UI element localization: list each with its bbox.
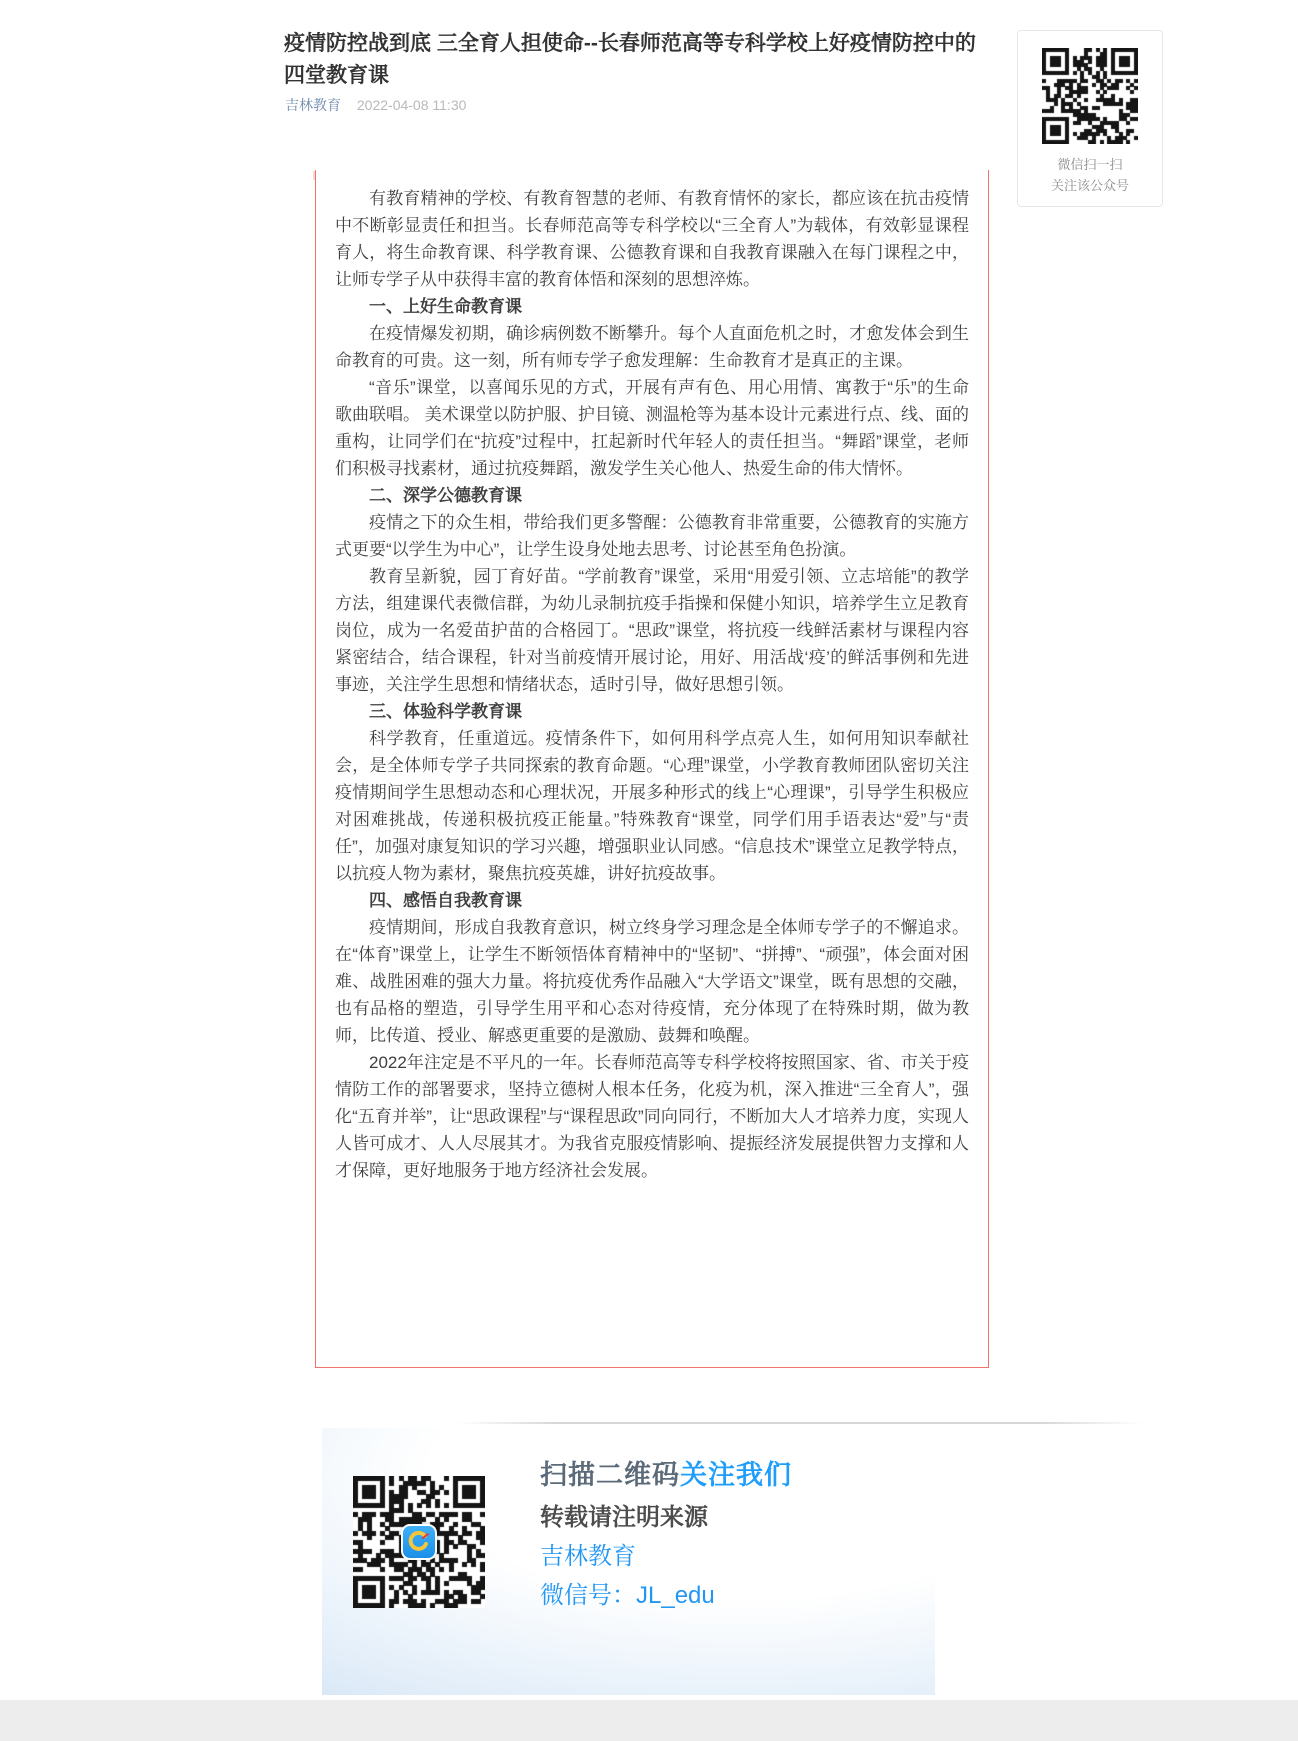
article-heading: 三、体验科学教育课 [369, 702, 522, 721]
article-paragraph: 有教育精神的学校、有教育智慧的老师、有教育情怀的家长，都应该在抗击疫情中不断彰显责任和担当。长春师范高等专科学校以“三全育人”为载体，有效彰显课程育人，将生命教育课、科学教育课、公德教育课和自我教育课融入在每门课程之中，让师专学子从中获得丰富的教育体悟和深刻的思想淬炼。 [335, 189, 969, 289]
article-heading: 四、感悟自我教育课 [369, 891, 522, 910]
page-title: 疫情防控战到底 三全育人担使命--长春师范高等专科学校上好疫情防控中的四堂教育课 [284, 32, 976, 87]
article-meta [285, 96, 466, 114]
promo-headline [540, 1458, 920, 1492]
article-paragraph: 教育呈新貌，园丁育好苗。“学前教育”课堂，采用“用爱引领、立志培能”的教学方法，组建课代表微信群，为幼儿录制抗疫手指操和保健小知识，培养学生立足教育岗位，成为一名爱苗护苗的合格园丁。“思政”课堂，将抗疫一线鲜活素材与课程内容紧密结合，结合课程，针对当前疫情开展讨论，用好、用活战‘疫’的鲜活事例和先进事迹，关注学生思想和情绪状态，适时引导，做好思想引领。 [335, 567, 969, 694]
article-paragraph: 2022年注定是不平凡的一年。长春师范高等专科学校将按照国家、省、市关于疫情防工作的部署要求，坚持立德树人根本任务，化疫为机，深入推进“三全育人”，强化“五育并举”，让“思政课程”与“课程思政”同向同行，不断加大人才培养力度，实现人人皆可成才、人人尽展其才。为我省克服疫情影响、提振经济发展提供智力支撑和人才保障，更好地服务于地方经济社会发展。 [335, 1053, 969, 1180]
wechat-qr-code [1042, 48, 1138, 144]
article-paragraph: 疫情之下的众生相，带给我们更多警醒：公德教育非常重要，公德教育的实施方式更要“以学生为中心”，让学生设身处地去思考、讨论甚至角色扮演。 [335, 513, 969, 559]
promo-headline-gray: 扫描二维码 [540, 1460, 680, 1490]
promo-wechat-id-label: 微信号： [540, 1582, 636, 1609]
qr-caption-line1: 微信扫一扫 [1057, 157, 1123, 172]
article-paragraph: 科学教育，任重道远。疫情条件下，如何用科学点亮人生，如何用知识奉献社会，是全体师专学子共同探索的教育命题。“心理”课堂，小学教育教师团队密切关注疫情期间学生思想动态和心理状况，开展多种形式的线上“心理课”，引导学生积极应对困难挑战，传递积极抗疫正能量。”特殊教育“课堂，同学们用手语表达“爱”与“责任”，加强对康复知识的学习兴趣，增强职业认同感。“信息技术”课堂立足教学特点，以抗疫人物为素材，聚焦抗疫英雄，讲好抗疫故事。 [335, 729, 969, 883]
publish-date: 2022-04-08 11:30 [356, 97, 467, 113]
logo-swirl-icon [406, 1529, 432, 1555]
promo-wechat-id [540, 1581, 920, 1611]
promo-wechat-id-value: JL_edu [636, 1582, 715, 1609]
article-box [315, 170, 989, 1368]
promo-repost-note: 转载请注明来源 [540, 1504, 708, 1531]
footer-bar [0, 1700, 1298, 1741]
promo-banner [322, 1428, 935, 1695]
promo-account-name: 吉林教育 [540, 1543, 636, 1570]
article-heading: 二、深学公德教育课 [369, 486, 522, 505]
qr-caption-line2: 关注该公众号 [1050, 178, 1129, 193]
article-body [335, 185, 969, 1184]
promo-text [540, 1458, 920, 1611]
follow-qr-card [1017, 30, 1163, 207]
promo-top-shadow [455, 1422, 1143, 1424]
article-paragraph: 疫情期间，形成自我教育意识，树立终身学习理念是全体师专学子的不懈追求。在“体育”课堂上，让学生不断领悟体育精神中的“坚韧”、“拼搏”、“顽强”，体会面对困难、战胜困难的强大力量。将抗疫优秀作品融入“大学语文”课堂，既有思想的交融，也有品格的塑造，引导学生用平和心态对待疫情，充分体现了在特殊时期，做为教师，比传道、授业、解惑更重要的是激励、鼓舞和唤醒。 [335, 918, 969, 1045]
article-heading: 一、上好生命教育课 [369, 297, 522, 316]
qr-caption [1018, 154, 1162, 196]
article-paragraph: 在疫情爆发初期，确诊病例数不断攀升。每个人直面危机之时，才愈发体会到生命教育的可贵。这一刻，所有师专学子愈发理解：生命教育才是真正的主课。 [335, 324, 969, 370]
promo-headline-blue: 关注我们 [680, 1460, 792, 1490]
jilin-edu-logo [401, 1524, 437, 1560]
author-link[interactable]: 吉林教育 [285, 97, 341, 113]
article-paragraph: “音乐”课堂，以喜闻乐见的方式，开展有声有色、用心用情、寓教于“乐”的生命歌曲联唱。 美术课堂以防护服、护目镜、测温枪等为基本设计元素进行点、线、面的重构，让同学们在“抗疫”过程中，扛起新时代年轻人的责任担当。“舞蹈”课堂，老师们积极寻找素材，通过抗疫舞蹈，激发学生关心他人、热爱生命的伟大情怀。 [335, 378, 969, 478]
